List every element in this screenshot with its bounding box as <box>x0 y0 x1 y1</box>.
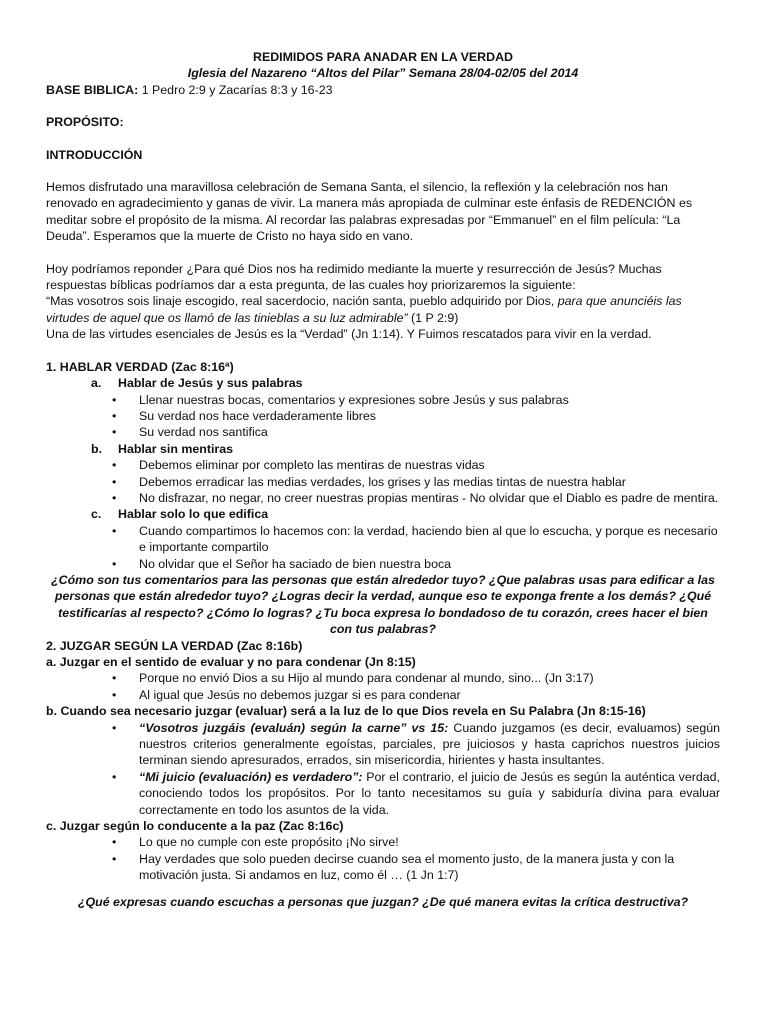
list-item <box>46 490 720 506</box>
subsection-2c-title: c. Juzgar según lo conducente a la paz (Zac 8:16c) <box>46 819 344 834</box>
bullet-icon: • <box>112 769 117 784</box>
intro-quote <box>46 293 720 326</box>
list-item <box>46 424 720 440</box>
subsection-label: a. <box>91 376 102 391</box>
list-item <box>46 556 720 572</box>
list-item <box>46 457 720 473</box>
introduccion-heading: INTRODUCCIÓN <box>46 147 143 162</box>
subsection-label: c. <box>91 507 102 522</box>
explanation-text: Cuando juzgamos (es decir, evaluamos) según nuestros criterios generalmente egoístas, parciales, pre juiciosos y hasta caprichos nuestros juicios terminan siendo apresurados, errados, sin misericordia, hirientes y hasta insultantes. <box>139 720 720 768</box>
list-item-text: Debemos eliminar por completo las mentiras de nuestras vidas <box>139 458 485 473</box>
list-item-text: Porque no envió Dios a su Hijo al mundo para condenar al mundo, sino... (Jn 3:17) <box>139 671 594 686</box>
quote-text: “Mas vosotros sois linaje escogido, real sacerdocio, nación santa, pueblo adquirido por Dios, <box>46 294 558 309</box>
list-item <box>46 474 720 490</box>
list-item <box>46 769 720 818</box>
list-item-text: Su verdad nos santifica <box>139 425 268 440</box>
section-2-heading: 2. JUZGAR SEGÚN LA VERDAD (Zac 8:16b) <box>46 638 303 653</box>
list-item <box>46 834 720 850</box>
section-1-heading: 1. HABLAR VERDAD (Zac 8:16ª) <box>46 359 234 374</box>
list-item-text: Lo que no cumple con este propósito ¡No sirve! <box>139 835 399 850</box>
intro-paragraph-3: Una de las virtudes esenciales de Jesús es la “Verdad” (Jn 1:14). Y Fuimos rescatados para vivir en la verdad. <box>46 327 652 342</box>
bullet-icon: • <box>112 556 117 571</box>
list-item-text: Al igual que Jesús no debemos juzgar si es para condenar <box>139 687 461 702</box>
subsection-2b-title: b. Cuando sea necesario juzgar (evaluar) será a la luz de lo que Dios revela en Su Palabra (Jn 8:15-16) <box>46 704 646 719</box>
bullet-icon: • <box>112 425 117 440</box>
subsection-2a-title: a. Juzgar en el sentido de evaluar y no para condenar (Jn 8:15) <box>46 655 416 669</box>
list-item-text: Su verdad nos hace verdaderamente libres <box>139 408 376 423</box>
subsection-1b <box>46 441 720 457</box>
bullet-icon: • <box>112 687 117 702</box>
bullet-icon: • <box>112 474 117 489</box>
list-item <box>46 670 720 686</box>
bullet-icon: • <box>112 671 117 686</box>
list-item-text: No disfrazar, no negar, no creer nuestras propias mentiras - No olvidar que el Diablo es padre de mentira. <box>139 490 719 505</box>
subsection-1a <box>46 375 720 391</box>
subsection-1c <box>46 506 720 522</box>
list-item <box>46 851 720 884</box>
subsection-title: Hablar de Jesús y sus palabras <box>118 376 303 391</box>
bullet-icon: • <box>112 851 117 866</box>
subsection-label: b. <box>91 441 103 456</box>
base-biblica-label: BASE BIBLICA: <box>46 82 139 97</box>
list-item-text: Llenar nuestras bocas, comentarios y expresiones sobre Jesús y sus palabras <box>139 392 569 407</box>
list-item <box>46 523 720 556</box>
document-title: REDIMIDOS PARA ANADAR EN LA VERDAD <box>253 50 513 64</box>
list-item-text: No olvidar que el Señor ha saciado de bien nuestra boca <box>139 556 452 571</box>
list-item-text: Cuando compartimos lo hacemos con: la verdad, haciendo bien al que lo escucha, y porque es necesario e importante compartilo <box>139 523 718 555</box>
bullet-icon: • <box>112 490 117 505</box>
explanation-text: Por el contrario, el juicio de Jesús es según la auténtica verdad, conociendo todos los propósitos. Por lo tanto necesitamos su guía y sabiduría divina para evaluar correctamente en todo los asuntos de la vida. <box>139 769 720 817</box>
scripture-quote: “Mi juicio (evaluación) es verdadero”: <box>139 769 363 784</box>
base-biblica-text: 1 Pedro 2:9 y Zacarías 8:3 y 16-23 <box>138 82 333 97</box>
list-item-text: Debemos erradicar las medias verdades, los grises y las medias tintas de nuestra hablar <box>139 474 626 489</box>
section-1-question: ¿Cómo son tus comentarios para las personas que están alrededor tuyo? ¿Que palabras usas para edificar a las personas que están alrededor tuyo? ¿Logras decir la verdad, aunque eso te exponga frente a los demás? ¿Qué testificarías al respecto? ¿Cómo lo logras? ¿Tu boca expresa lo bondadoso de tu corazón, crees hacer el bien con tus palabras? <box>51 572 715 637</box>
quote-reference: (1 P 2:9) <box>407 310 459 325</box>
subsection-title: Hablar sin mentiras <box>118 441 234 456</box>
subsection-title: Hablar solo lo que edifica <box>118 507 269 522</box>
scripture-quote: “Vosotros juzgáis (evaluán) según la carne” vs 15: <box>139 720 449 735</box>
document-subtitle: Iglesia del Nazareno “Altos del Pilar” Semana 28/04-02/05 del 2014 <box>187 66 579 81</box>
bullet-icon: • <box>112 523 117 538</box>
proposito-heading: PROPÓSITO: <box>46 115 124 130</box>
section-2-question: ¿Qué expresas cuando escuchas a personas que juzgan? ¿De qué manera evitas la crítica destructiva? <box>77 894 689 909</box>
list-item <box>46 720 720 769</box>
list-item <box>46 687 720 703</box>
bullet-icon: • <box>112 720 117 735</box>
list-item <box>46 408 720 424</box>
intro-paragraph-2: Hoy podríamos reponder ¿Para qué Dios nos ha redimido mediante la muerte y resurrección de Jesús? Muchas respuestas bíblicas podríamos dar a esta pregunta, de las cuales hoy priorizaremos la siguiente: <box>46 261 662 293</box>
bullet-icon: • <box>112 392 117 407</box>
intro-paragraph-1: Hemos disfrutado una maravillosa celebración de Semana Santa, el silencio, la reflexión y la celebración nos han renovado en agradecimiento y ganas de vivir. La manera más apropiada de culminar este énfasis de REDENCIÓN es meditar sobre el propósito de la misma. Al recordar las palabras expresadas por “Emmanuel” en el film película: “La Deuda”. Esperamos que la muerte de Cristo no haya sido en vano. <box>46 180 693 244</box>
quote-italic-text: para que anunciéis las virtudes de aquel que os llamó de las tinieblas a su luz admirable” <box>46 294 682 325</box>
bullet-icon: • <box>112 408 117 423</box>
base-biblica <box>46 82 720 98</box>
list-item-text <box>139 769 720 818</box>
list-item-text <box>139 720 720 769</box>
list-item <box>46 392 720 408</box>
bullet-icon: • <box>112 458 117 473</box>
bullet-icon: • <box>112 835 117 850</box>
list-item-text: Hay verdades que solo pueden decirse cuando sea el momento justo, de la manera justa y con la motivación justa. Si andamos en luz, como él … (1 Jn 1:7) <box>139 851 675 883</box>
